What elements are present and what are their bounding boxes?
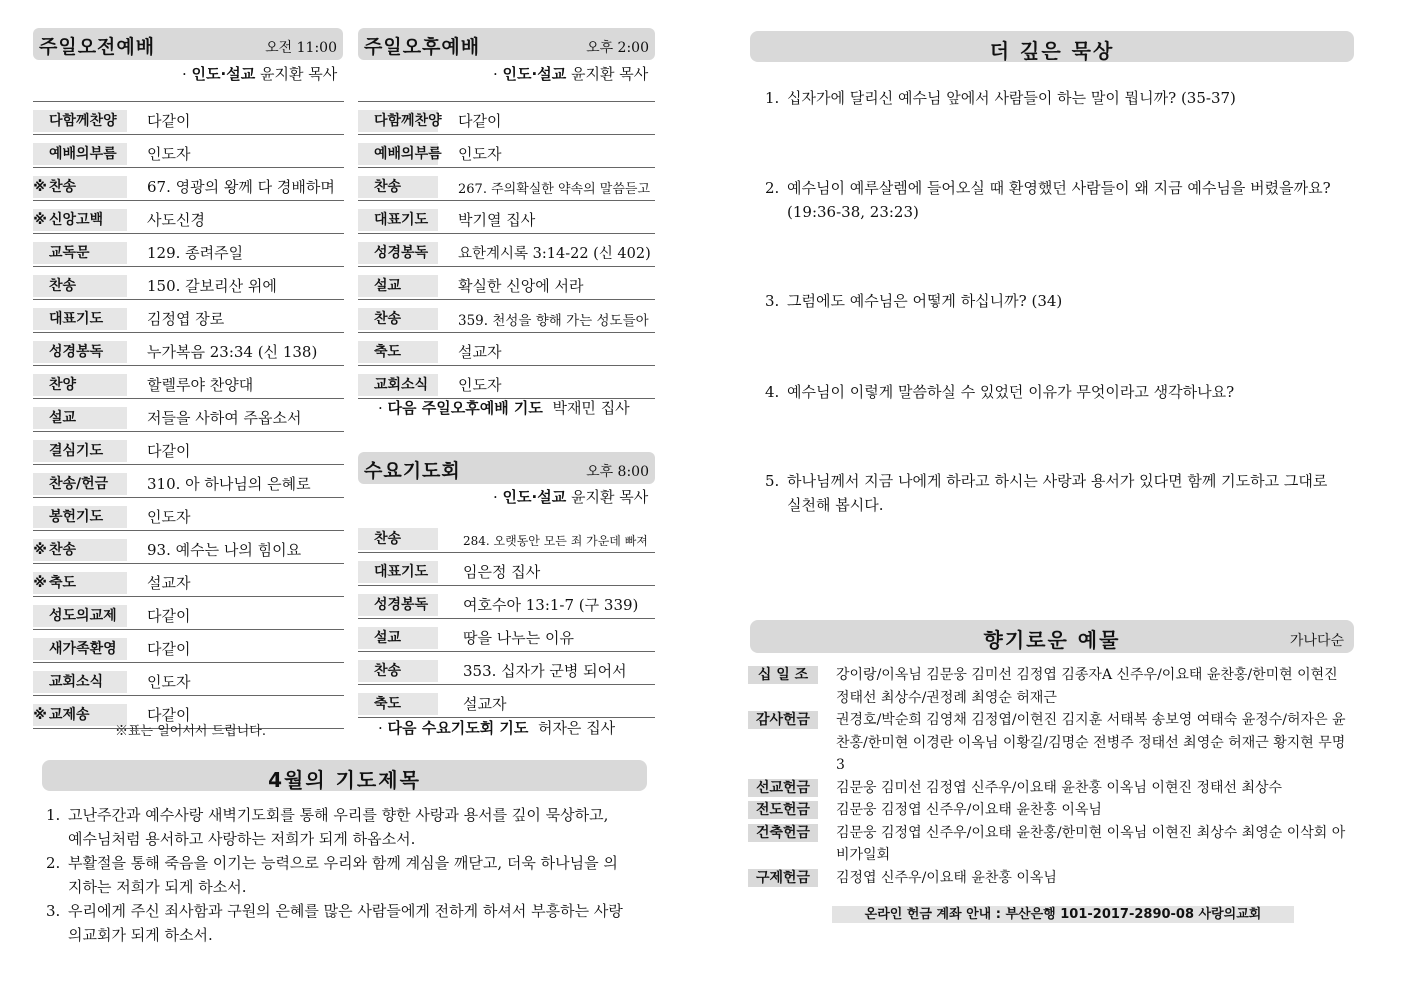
wednesday-next-prayer: · 다음 수요기도회 기도 허자은 집사 — [378, 719, 616, 737]
offering-row — [748, 822, 1348, 867]
order-label-box — [33, 572, 127, 594]
order-row — [358, 268, 655, 300]
order-value: 임은정 집사 — [463, 563, 541, 581]
order-label-box — [358, 308, 438, 330]
meditation-question — [765, 289, 1345, 313]
order-label-box — [358, 374, 438, 396]
online-offering-account: 온라인 헌금 계좌 안내 : 부산은행 101-2017-2890-08 사랑의교회 — [832, 906, 1294, 923]
order-label-box — [33, 440, 127, 462]
afternoon-service-time: 오후 2:00 — [586, 40, 649, 56]
order-label-box — [358, 209, 438, 231]
order-label-box — [33, 176, 127, 198]
order-value: 67. 영광의 왕께 다 경배하며 — [147, 178, 335, 196]
order-row — [358, 620, 655, 652]
order-label: 대표기도 — [374, 564, 429, 580]
order-label: 찬송 — [374, 663, 402, 679]
order-label: 대표기도 — [49, 311, 104, 327]
morning-service-header — [33, 28, 343, 60]
offering-list — [748, 664, 1348, 889]
offering-row — [748, 799, 1348, 822]
order-label-box — [358, 242, 438, 264]
prayer-item-text: 부활절을 통해 죽음을 이기는 능력으로 우리와 함께 계심을 깨닫고, 더욱 하나님을 의지하는 저희가 되게 하소서. — [68, 854, 618, 896]
wednesday-service-header — [358, 452, 655, 484]
order-label: 성도의교제 — [49, 608, 117, 624]
order-row — [33, 268, 344, 300]
order-value: 93. 예수는 나의 힘이요 — [147, 541, 302, 559]
meditation-question — [765, 469, 1345, 517]
offering-names: 김문웅 김정엽 신주우/이요태 윤찬홍 이옥님 — [836, 802, 1102, 818]
wednesday-next-name: 허자은 집사 — [537, 719, 616, 737]
order-label-box — [358, 660, 438, 682]
order-value: 박기열 집사 — [458, 211, 536, 229]
order-label-box — [33, 539, 127, 561]
order-label-box — [358, 110, 442, 132]
order-value: 다같이 — [147, 640, 191, 658]
afternoon-leader: · 인도·설교 윤지환 목사 — [493, 65, 649, 83]
order-value: 150. 갈보리산 위에 — [147, 277, 277, 295]
order-label-box — [33, 374, 127, 396]
order-row — [358, 587, 655, 619]
order-label: 축도 — [49, 575, 77, 591]
order-label: 성경봉독 — [374, 245, 429, 261]
standing-mark: ※ — [33, 179, 47, 195]
prayer-item-number: 1. — [46, 806, 61, 824]
order-label: 결심기도 — [49, 443, 104, 459]
order-label-box — [33, 341, 127, 363]
offering-header — [750, 620, 1354, 653]
prayer-item-number: 3. — [46, 902, 61, 920]
order-label: 대표기도 — [374, 212, 429, 228]
wednesday-leader-name: 윤지환 목사 — [571, 488, 649, 506]
order-value: 310. 아 하나님의 은혜로 — [147, 475, 311, 493]
order-value: 요한계시록 3:14-22 (신 402) — [458, 246, 651, 262]
morning-service-time: 오전 11:00 — [265, 40, 337, 56]
offering-names: 권경호/박순희 김영채 김정엽/이현진 김지훈 서태복 송보영 여태숙 윤정수/허자은 윤찬홍/한미현 이경란 이옥님 이황길/김명순 전병주 정태선 최영순 허재근 황지현 무명3 — [836, 712, 1346, 773]
order-label: 찬송 — [49, 542, 77, 558]
order-value: 김정엽 장로 — [147, 310, 225, 328]
order-label: 찬송/헌금 — [49, 476, 109, 492]
order-label-box — [33, 671, 127, 693]
question-number: 2. — [765, 179, 780, 197]
order-row — [358, 301, 655, 333]
offering-row — [748, 709, 1348, 777]
offering-category: 건축헌금 — [748, 824, 818, 842]
prayer-topics-list — [46, 803, 626, 947]
order-label: 교회소식 — [49, 674, 104, 690]
order-row — [33, 565, 344, 597]
afternoon-next-prayer: · 다음 주일오후예배 기도 박재민 집사 — [378, 399, 630, 417]
morning-leader: · 인도·설교 윤지환 목사 — [182, 65, 338, 83]
order-label: 성경봉독 — [49, 344, 104, 360]
order-label-box — [358, 275, 438, 297]
order-label-box — [358, 143, 442, 165]
meditation-question — [765, 86, 1345, 110]
order-value: 설교자 — [458, 343, 502, 361]
morning-leader-name: 윤지환 목사 — [260, 65, 338, 83]
order-label: 예배의부름 — [374, 146, 442, 162]
order-value: 353. 십자가 군병 되어서 — [463, 662, 627, 680]
standing-mark: ※ — [33, 212, 47, 228]
order-label-box — [358, 528, 438, 550]
wednesday-service-time: 오후 8:00 — [586, 464, 649, 480]
order-label: 찬송 — [374, 531, 402, 547]
order-label-box — [358, 341, 438, 363]
order-value: 저들을 사하여 주옵소서 — [147, 409, 302, 427]
order-value: 129. 종려주일 — [147, 244, 244, 262]
standing-mark: ※ — [33, 575, 47, 591]
order-row — [33, 235, 344, 267]
order-label: 설교 — [49, 410, 77, 426]
order-row — [358, 686, 655, 718]
order-row — [358, 334, 655, 366]
order-label-box — [33, 242, 127, 264]
order-value: 누가복음 23:34 (신 138) — [147, 343, 318, 361]
order-label-box — [33, 638, 127, 660]
prayer-topics-title: 4월의 기도제목 — [268, 768, 421, 792]
order-label: 교독문 — [49, 245, 90, 261]
order-value: 땅을 나누는 이유 — [463, 629, 574, 647]
prayer-item — [46, 851, 626, 899]
order-row — [33, 103, 344, 135]
order-row — [358, 653, 655, 685]
offering-category: 전도헌금 — [748, 801, 818, 819]
meditation-question — [765, 380, 1345, 404]
question-text: 하나님께서 지금 나에게 하라고 하시는 사랑과 용서가 있다면 함께 기도하고 그대로 실천해 봅시다. — [787, 472, 1328, 514]
order-label: 설교 — [374, 630, 402, 646]
order-row — [358, 103, 655, 135]
order-label-box — [358, 627, 438, 649]
afternoon-next-label: 다음 주일오후예배 기도 — [387, 399, 543, 417]
offering-title: 향기로운 예물 — [983, 628, 1121, 652]
order-value: 할렐루야 찬양대 — [147, 376, 254, 394]
offering-names: 김문웅 김미선 김정엽 신주우/이요태 윤찬홍 이옥님 이현진 정태선 최상수 — [836, 779, 1283, 796]
order-row — [33, 433, 344, 465]
offering-row — [748, 867, 1348, 890]
afternoon-leader-name: 윤지환 목사 — [571, 65, 649, 83]
wednesday-order-list — [358, 520, 655, 718]
meditation-header — [750, 31, 1354, 62]
order-label: 찬송 — [49, 278, 77, 294]
order-row — [358, 521, 655, 553]
order-value: 다같이 — [147, 607, 191, 625]
order-row — [33, 499, 344, 531]
order-value: 다같이 — [147, 706, 191, 724]
order-value: 인도자 — [147, 145, 191, 163]
order-label-box — [358, 176, 438, 198]
order-label: 축도 — [374, 344, 402, 360]
order-label-box — [33, 143, 127, 165]
order-label: 예배의부름 — [49, 146, 117, 162]
prayer-item — [46, 803, 626, 851]
order-value: 확실한 신앙에 서라 — [458, 277, 584, 295]
order-value: 359. 천성을 향해 가는 성도들아 — [458, 313, 649, 329]
order-row — [358, 169, 655, 201]
order-label: 성경봉독 — [374, 597, 429, 613]
prayer-item-number: 2. — [46, 854, 61, 872]
offering-names: 김정엽 신주우/이요태 윤찬홍 이옥님 — [836, 869, 1057, 886]
offering-category: 선교헌금 — [748, 779, 818, 797]
order-row — [33, 136, 344, 168]
morning-leader-role: 인도·설교 — [191, 65, 256, 83]
question-number: 3. — [765, 292, 780, 310]
order-label-box — [33, 275, 127, 297]
order-label-box — [358, 561, 438, 583]
order-row — [33, 367, 344, 399]
order-label-box — [358, 693, 438, 715]
offering-category: 십 일 조 — [748, 666, 818, 684]
order-row — [33, 202, 344, 234]
order-value: 설교자 — [463, 695, 507, 713]
question-number: 5. — [765, 472, 780, 490]
order-label: 축도 — [374, 696, 402, 712]
afternoon-leader-role: 인도·설교 — [502, 65, 567, 83]
order-label: 새가족환영 — [49, 641, 117, 657]
order-value: 사도신경 — [147, 211, 205, 229]
order-label: 찬송 — [374, 311, 402, 327]
order-label: 다함께찬양 — [49, 113, 117, 129]
wednesday-service-title: 수요기도회 — [364, 460, 461, 482]
offering-names: 김문웅 김정엽 신주우/이요태 윤찬홍/한미현 이옥님 이현진 최상수 최영순 이삭회 아비가일회 — [836, 824, 1346, 863]
order-row — [33, 664, 344, 696]
order-value: 다같이 — [147, 442, 191, 460]
order-value: 284. 오랫동안 모든 죄 가운데 빠져 — [463, 534, 648, 548]
order-label: 신앙고백 — [49, 212, 104, 228]
order-label-box — [33, 605, 127, 627]
morning-service-title: 주일오전예배 — [39, 36, 156, 58]
order-value: 인도자 — [147, 673, 191, 691]
order-row — [358, 202, 655, 234]
order-row — [33, 532, 344, 564]
prayer-item — [46, 899, 626, 947]
order-row — [33, 301, 344, 333]
afternoon-order-list — [358, 101, 655, 399]
standing-mark: ※ — [33, 707, 47, 723]
order-value: 여호수아 13:1-7 (구 339) — [463, 596, 639, 614]
order-row — [33, 631, 344, 663]
question-text: 그럼에도 예수님은 어떻게 하십니까? (34) — [787, 292, 1063, 310]
wednesday-leader: · 인도·설교 윤지환 목사 — [493, 488, 649, 506]
offering-category: 감사헌금 — [748, 711, 818, 729]
morning-order-list — [33, 101, 344, 729]
order-label-box — [33, 704, 127, 726]
offering-category: 구제헌금 — [748, 869, 818, 887]
order-value: 인도자 — [458, 145, 502, 163]
order-label-box — [33, 110, 127, 132]
order-label: 설교 — [374, 278, 402, 294]
order-value: 설교자 — [147, 574, 191, 592]
order-row — [358, 136, 655, 168]
afternoon-next-name: 박재민 집사 — [552, 399, 630, 417]
meditation-question — [765, 176, 1345, 224]
standing-mark: ※ — [33, 542, 47, 558]
order-label-box — [33, 209, 127, 231]
offering-row — [748, 664, 1348, 709]
order-label-box — [33, 308, 127, 330]
order-value: 267. 주의확실한 약속의 말씀듣고 — [458, 182, 651, 197]
order-label: 찬양 — [49, 377, 77, 393]
order-label-box — [33, 407, 127, 429]
order-label-box — [33, 506, 127, 528]
question-text: 예수님이 이렇게 말씀하실 수 있었던 이유가 무엇이라고 생각하나요? — [787, 383, 1235, 401]
order-row — [358, 367, 655, 399]
order-label: 찬송 — [49, 179, 77, 195]
wednesday-leader-role: 인도·설교 — [502, 488, 567, 506]
offering-order-note: 가나다순 — [1289, 633, 1344, 649]
order-value: 다같이 — [147, 112, 191, 130]
question-number: 1. — [765, 89, 780, 107]
order-row — [33, 466, 344, 498]
order-label: 교제송 — [49, 707, 90, 723]
order-row — [33, 400, 344, 432]
question-text: 십자가에 달리신 예수님 앞에서 사람들이 하는 말이 뭡니까? (35-37) — [787, 89, 1236, 107]
order-value: 인도자 — [458, 376, 502, 394]
order-label-box — [33, 473, 127, 495]
order-row — [358, 235, 655, 267]
offering-row — [748, 777, 1348, 800]
wednesday-next-label: 다음 수요기도회 기도 — [387, 719, 529, 737]
afternoon-service-header — [358, 28, 655, 60]
order-row — [33, 169, 344, 201]
order-label: 교회소식 — [374, 377, 429, 393]
order-row — [33, 334, 344, 366]
standing-note: ※표는 일어서서 드립니다. — [115, 724, 266, 739]
question-number: 4. — [765, 383, 780, 401]
order-value: 다같이 — [458, 112, 502, 130]
order-label-box — [358, 594, 438, 616]
offering-names: 강이랑/이옥님 김문웅 김미선 김정엽 김종자A 신주우/이요태 윤찬홍/한미현 이현진 정태선 최상수/권정례 최영순 허재근 — [836, 667, 1338, 706]
prayer-item-text: 고난주간과 예수사랑 새벽기도회를 통해 우리를 향한 사랑과 용서를 깊이 묵상하고, 예수님처럼 용서하고 사랑하는 저희가 되게 하옵소서. — [68, 806, 609, 848]
order-label: 찬송 — [374, 179, 402, 195]
meditation-title: 더 깊은 묵상 — [989, 39, 1115, 63]
order-value: 인도자 — [147, 508, 191, 526]
prayer-topics-header — [42, 760, 647, 791]
question-text: 예수님이 예루살렘에 들어오실 때 환영했던 사람들이 왜 지금 예수님을 버렸을까요? (19:36-38, 23:23) — [787, 179, 1331, 221]
prayer-item-text: 우리에게 주신 죄사함과 구원의 은혜를 많은 사람들에게 전하게 하셔서 부흥하는 사랑의교회가 되게 하소서. — [68, 902, 623, 944]
order-label: 봉헌기도 — [49, 509, 104, 525]
order-row — [358, 554, 655, 586]
order-label: 다함께찬양 — [374, 113, 442, 129]
order-row — [33, 598, 344, 630]
afternoon-service-title: 주일오후예배 — [364, 36, 481, 58]
